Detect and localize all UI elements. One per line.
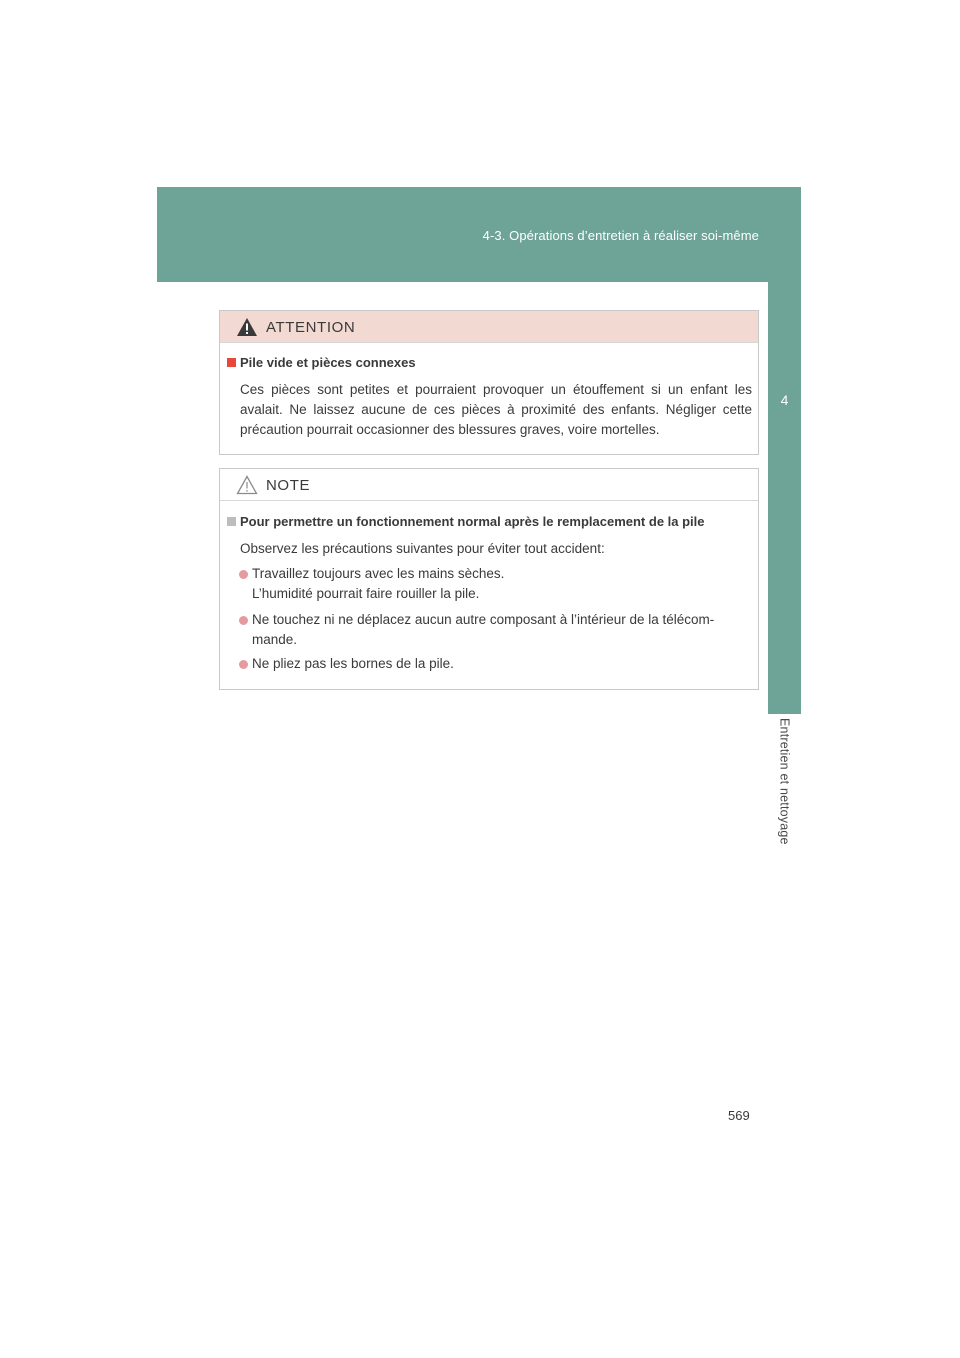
list-item-line: mande. [252,632,298,647]
note-item-title-row [227,514,750,529]
square-bullet-icon [227,358,236,367]
bullet-dot-icon [239,616,248,625]
attention-item-title: Pile vide et pièces connexes [240,355,416,370]
note-item-title: Pour permettre un fonctionnement normal après le remplacement de la pile [240,514,705,529]
bullet-dot-icon [239,570,248,579]
section-title: 4-3. Opérations d’entretien à réaliser soi-même [482,228,759,243]
list-item-line: Ne touchez ni ne déplacez aucun autre composant à l’intérieur de la télécom- [252,612,715,627]
attention-box [219,310,759,455]
attention-item-title-row [227,355,750,370]
section-header-band [157,187,801,282]
attention-header [220,311,758,343]
bullet-dot-icon [239,660,248,669]
page-number: 569 [728,1108,750,1123]
list-item-line: L’humidité pourrait faire rouiller la pile. [252,586,480,601]
chapter-label-container [768,718,801,868]
caution-outline-icon [236,475,258,495]
list-item [239,564,752,604]
attention-heading: ATTENTION [266,318,356,336]
note-header [220,469,758,501]
chapter-number: 4 [780,392,789,408]
attention-paragraph: Ces pièces sont petites et pourraient provoquer un étouffement si un enfant les avalait. Ne laissez aucune de ces pièces à proximité des enfants. Négliger cette précaution pourrait occasionner des blessures graves, voire mortelles. [240,382,752,437]
square-bullet-icon [227,517,236,526]
note-heading: NOTE [266,476,311,494]
chapter-label: Entretien et nettoyage [777,718,792,845]
list-item-line: Ne pliez pas les bornes de la pile. [252,656,454,671]
note-box [219,468,759,690]
list-item [239,654,752,674]
chapter-side-tab [768,282,801,714]
list-item [239,610,752,650]
warning-triangle-icon [236,317,258,337]
note-intro: Observez les précautions suivantes pour éviter tout accident: [240,541,605,556]
list-item-line: Travaillez toujours avec les mains sèches. [252,566,505,581]
